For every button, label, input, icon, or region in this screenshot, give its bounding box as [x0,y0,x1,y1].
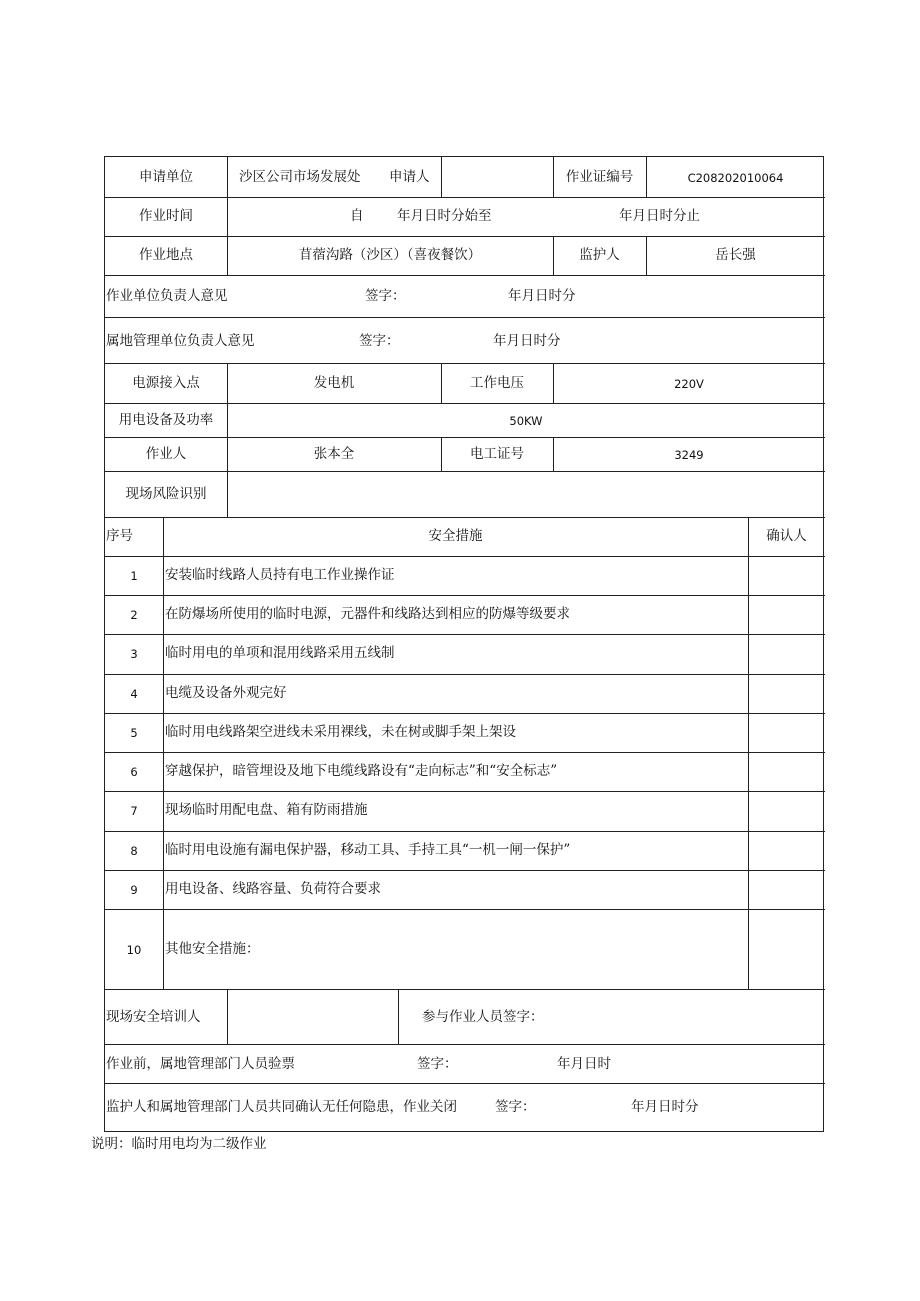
work-unit-opinion-label: 作业单位负责人意见 [106,288,228,304]
measure-no: 6 [130,765,138,779]
measure-text: 现场临时用配电盘、箱有防雨措施 [165,802,368,818]
measure-no: 7 [130,804,138,818]
electricity-permit-table [104,156,824,1132]
permit-number-label: 作业证编号 [565,169,634,185]
safety-trainer-label: 现场安全培训人 [106,1009,201,1025]
measure-no: 10 [126,943,142,957]
measure-text: 安装临时线路人员持有电工作业操作证 [165,567,395,583]
measure-no: 1 [130,569,138,583]
work-time-start: 年月日时分始至 [397,208,492,224]
guardian-label: 监护人 [579,247,620,263]
territory-unit-opinion-label: 属地管理单位负责人意见 [106,333,255,349]
measure-no: 2 [130,608,138,622]
measure-text: 电缆及设备外观完好 [165,685,287,701]
applicant-unit-label: 申请单位 [139,169,193,185]
territory-unit-date: 年月日时分 [493,333,561,349]
participants-sign-label: 参与作业人员签字： [422,1009,544,1025]
measure-no: 5 [130,726,138,740]
closure-sign-label: 签字： [495,1099,536,1115]
measures-header-measure: 安全措施 [428,528,483,544]
measures-header-confirm: 确认人 [766,528,807,544]
measure-text: 其他安全措施： [165,941,260,957]
measure-no: 9 [130,883,138,897]
measure-text: 临时用电设施有漏电保护器，移动工具、手持工具“一机一闸一保护” [165,842,571,858]
work-unit-date: 年月日时分 [508,288,576,304]
measure-text: 临时用电线路架空进线未采用裸线，未在树或脚手架上架设 [165,724,516,740]
worker-label: 作业人 [145,446,187,462]
acceptance-date: 年月日时 [557,1056,611,1072]
risk-identification-label: 现场风险识别 [125,486,207,502]
applicant-label: 申请人 [389,169,430,185]
acceptance-sign-label: 签字： [417,1056,458,1072]
electrician-cert-label: 电工证号 [470,446,524,462]
measures-header-no: 序号 [106,528,133,544]
measure-no: 4 [130,687,138,701]
measure-no: 3 [130,647,138,661]
equipment-power-label: 用电设备及功率 [118,412,214,428]
measure-text: 用电设备、线路容量、负荷符合要求 [165,881,381,897]
equipment-power-value: 50KW [509,414,543,428]
work-location-value: 苜蓿沟路（沙区）（喜夜餐饮） [298,247,482,263]
voltage-label: 工作电压 [470,375,524,391]
applicant-unit-value: 沙区公司市场发展处 [239,169,361,185]
power-access-label: 电源接入点 [132,375,200,391]
worker-value: 张本全 [313,446,355,462]
work-unit-sign-label: 签字： [365,288,406,304]
measure-no: 8 [130,844,138,858]
measure-text: 在防爆场所使用的临时电源，元器件和线路达到相应的防爆等级要求 [165,606,570,622]
voltage-value: 220V [674,377,704,391]
territory-unit-sign-label: 签字： [359,333,400,349]
permit-number-value: C208202010064 [687,171,784,185]
measure-text: 临时用电的单项和混用线路采用五线制 [165,645,395,661]
work-location-label: 作业地点 [139,247,193,263]
closure-confirmation-label: 监护人和属地管理部门人员共同确认无任何隐患，作业关闭 [106,1099,457,1115]
work-time-from-label: 自 [350,208,364,224]
footnote: 说明：临时用电均为二级作业 [91,1136,267,1152]
electrician-cert-value: 3249 [674,448,704,462]
power-access-value: 发电机 [313,375,355,391]
work-time-label: 作业时间 [139,208,193,224]
pre-work-acceptance-label: 作业前，属地管理部门人员验票 [106,1056,295,1072]
closure-date: 年月日时分 [631,1099,699,1115]
guardian-value: 岳长强 [715,247,756,263]
measure-text: 穿越保护，暗管埋设及地下电缆线路设有“走向标志”和“安全标志” [165,763,558,779]
work-time-end: 年月日时分止 [619,208,700,224]
